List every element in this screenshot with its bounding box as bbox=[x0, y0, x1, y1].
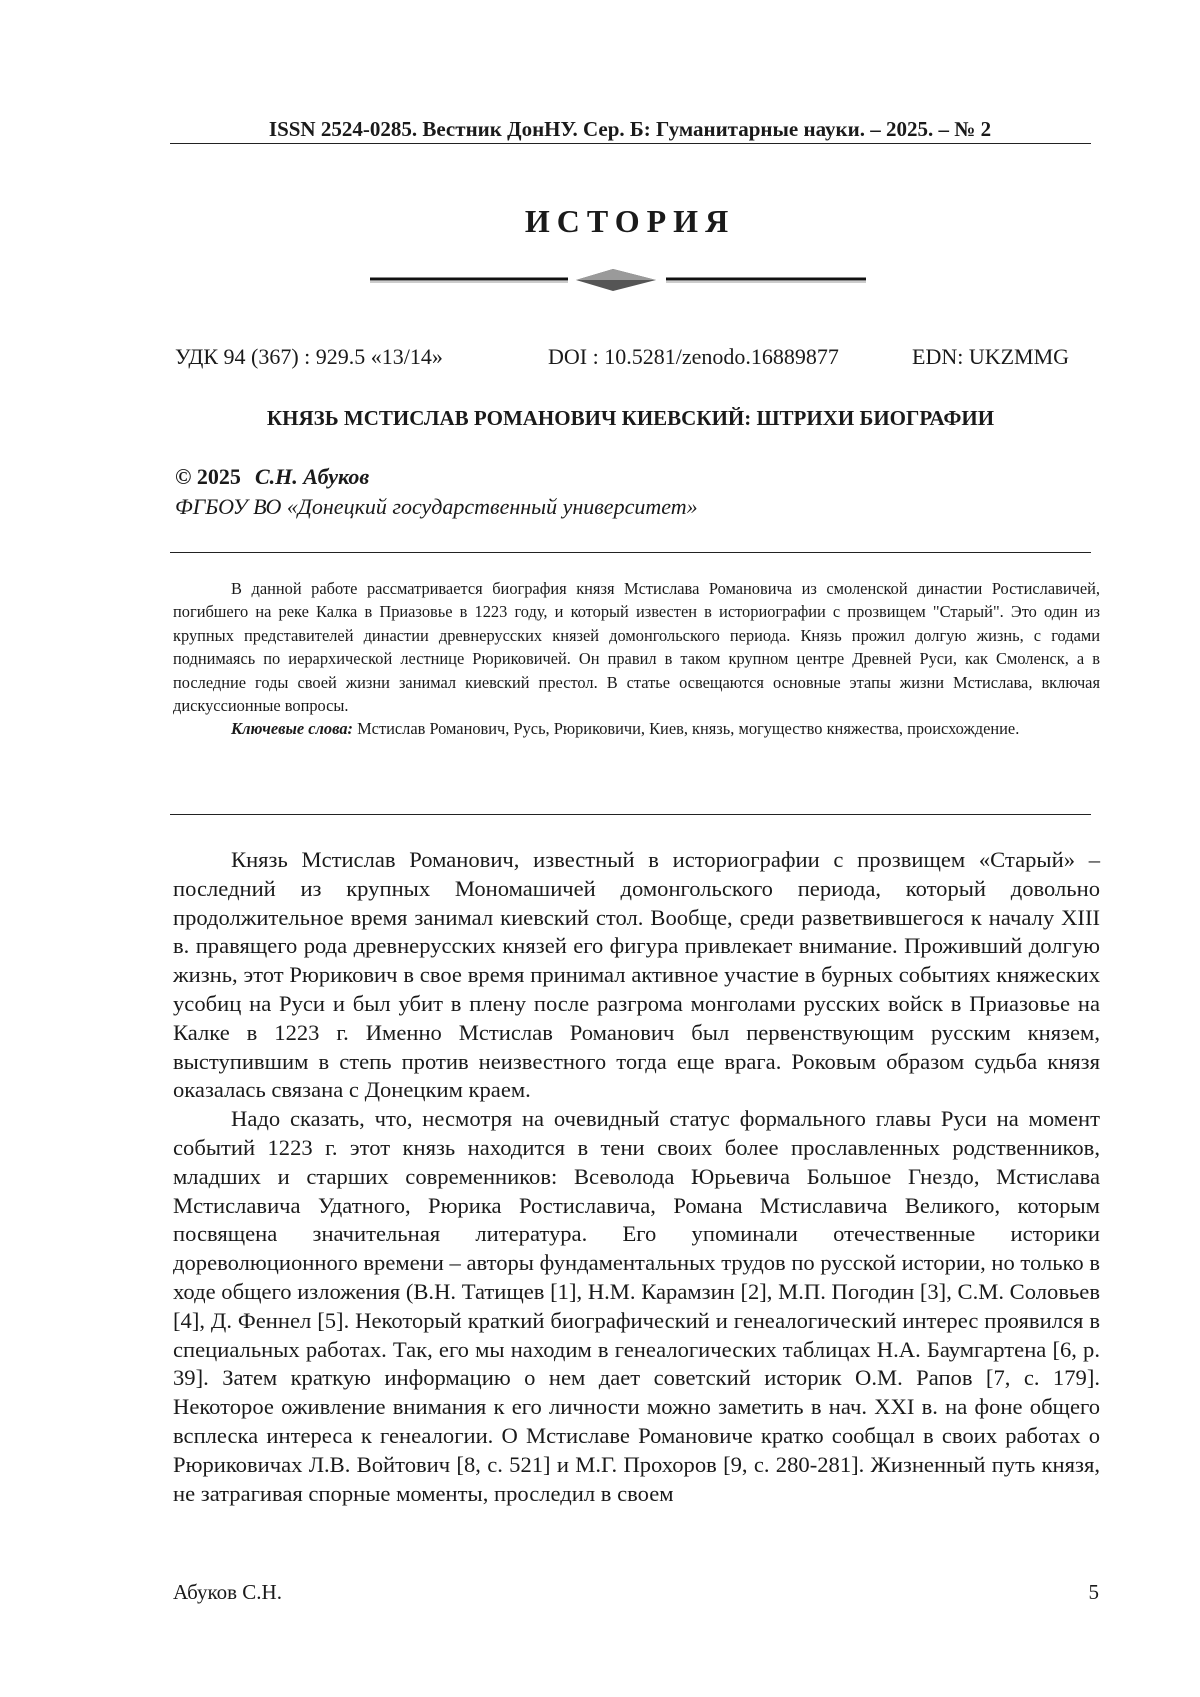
page-number: 5 bbox=[1088, 1580, 1099, 1604]
doi-code: DOI : 10.5281/zenodo.16889877 bbox=[548, 344, 839, 369]
section-title: ИСТОРИЯ bbox=[524, 203, 736, 239]
copyright-year: © 2025 bbox=[175, 464, 241, 489]
abstract-bottom-rule bbox=[170, 814, 1091, 815]
keywords-label: Ключевые слова: bbox=[231, 719, 353, 739]
footer-author: Абуков С.Н. bbox=[173, 1580, 282, 1604]
header-rule bbox=[170, 143, 1091, 144]
abstract-top-rule bbox=[170, 552, 1091, 553]
article-body bbox=[173, 846, 1100, 1508]
keywords bbox=[173, 717, 1100, 740]
abstract bbox=[173, 577, 1100, 741]
ornament-divider bbox=[368, 266, 898, 292]
author-name: С.Н. Абуков bbox=[254, 464, 370, 489]
abstract-text: В данной работе рассматривается биография князя Мстислава Романовича из смоленской династии Ростиславичей, погибшего на реке Калка в Приазовье в 1223 году, и который известен в историографии с прозвищем "Старый". Это один из крупных представителей династии древнерусских князей домонгольского периода. Князь прожил долгую жизнь, с годами поднимаясь по иерархической лестнице Рюриковичей. Он правил в таком крупном центре Древней Руси, как Смоленск, а в последние годы своей жизни занимал киевский престол. В статье освещаются основные этапы жизни Мстислава, включая дискуссионные вопросы. bbox=[173, 579, 1100, 716]
affiliation: ФГБОУ ВО «Донецкий государственный университет» bbox=[175, 494, 698, 519]
author-line bbox=[175, 464, 369, 490]
udk-code: УДК 94 (367) : 929.5 «13/14» bbox=[175, 344, 443, 369]
keywords-list: Мстислав Романович, Русь, Рюриковичи, Киев, князь, могущество княжества, происхождение. bbox=[357, 719, 1020, 739]
diamond-highlight bbox=[576, 269, 656, 280]
edn-code: EDN: UKZMMG bbox=[912, 344, 1070, 369]
article-title: КНЯЗЬ МСТИСЛАВ РОМАНОВИЧ КИЕВСКИЙ: ШТРИХИ БИОГРАФИИ bbox=[266, 406, 995, 430]
journal-header: ISSN 2524-0285. Вестник ДонНУ. Сер. Б: Гуманитарные науки. – 2025. – № 2 bbox=[268, 117, 992, 141]
body-paragraph: Князь Мстислав Романович, известный в историографии с прозвищем «Старый» – последний из крупных Мономашичей домонгольского периода, который довольно продолжительное время занимал киевский стол. Вообще, среди разветвившегося к началу XIII в. правящего рода древнерусских князей его фигура привлекает внимание. Проживший долгую жизнь, этот Рюрикович в свое время принимал активное участие в бурных событиях княжеских усобиц на Руси и был убит в плену после разгрома монголами русских войск в Приазовье на Калке в 1223 г. Именно Мстислав Романович был первенствующим русским князем, выступившим в степь против неизвестного тогда еще врага. Роковым образом судьба князя оказалась связана с Донецким краем. bbox=[173, 847, 1100, 1103]
body-paragraph: Надо сказать, что, несмотря на очевидный статус формального главы Руси на момент событий 1223 г. этот князь находится в тени своих более прославленных родственников, младших и старших современников: Всеволода Юрьевича Большое Гнездо, Мстислава Мстиславича Удатного, Рюрика Ростиславича, Романа Мстиславича Великого, которым посвящена значительная литература. Его упоминали отечественные историки дореволюционного времени – авторы фундаментальных трудов по русской истории, но только в ходе общего изложения (В.Н. Татищев [1], Н.М. Карамзин [2], М.П. Погодин [3], С.М. Соловьев [4], Д. Феннел [5]. Некоторый краткий биографический и генеалогический интерес проявился в специальных работах. Так, его мы находим в генеалогических таблицах Н.А. Баумгартена [6, p. 39]. Затем краткую информацию о нем дает советский историк О.М. Рапов [7, с. 179]. Некоторое оживление внимания к его личности можно заметить в нач. XXI в. на фоне общего всплеска интереса к генеалогии. О Мстиславе Романовиче кратко сообщал в своих работах о Рюриковичах Л.В. Войтович [8, с. 521] и М.Г. Прохоров [9, с. 280-281]. Жизненный путь князя, не затрагивая спорные моменты, проследил в своем bbox=[173, 1106, 1100, 1506]
